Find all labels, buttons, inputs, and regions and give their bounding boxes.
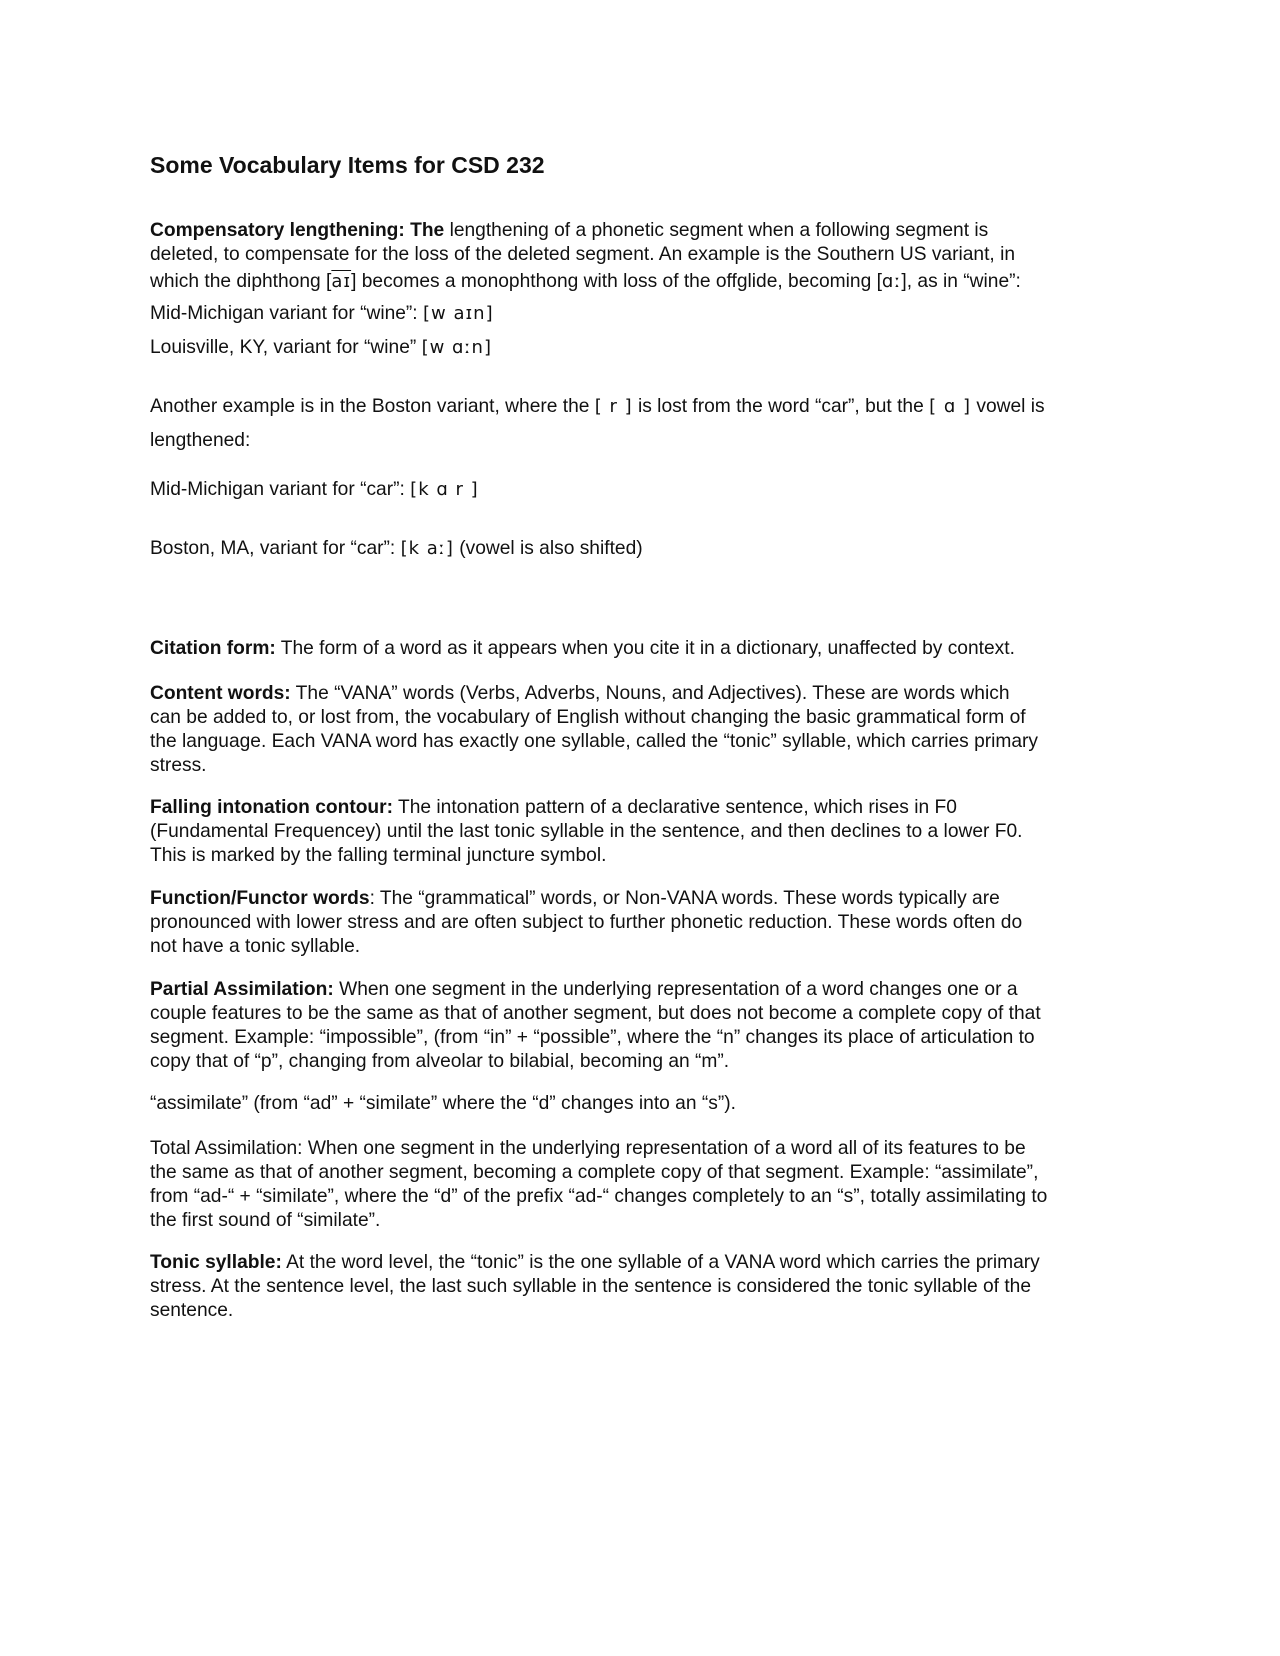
text-line: pronounced with lower stress and are often subject to further phonetic reduction. These words often do xyxy=(150,912,1023,933)
text-line: not have a tonic syllable. xyxy=(150,936,361,957)
entry-compensatory-lengthening xyxy=(150,219,1130,294)
entry-partial-assimilation xyxy=(150,978,1130,1074)
entry-total-assimilation xyxy=(150,1137,1130,1233)
text-line xyxy=(150,302,1130,326)
text-line: copy that of “p”, changing from alveolar to bilabial, becoming an “m”. xyxy=(150,1051,730,1072)
boston-example-paragraph xyxy=(150,395,1130,453)
example-label: Louisville, KY, variant for “wine” xyxy=(150,337,422,358)
definition-text: ], as in “wine”: xyxy=(901,271,1021,292)
definition-text: is lost from the word “car”, but the xyxy=(632,396,930,417)
text-line xyxy=(150,336,1130,360)
text-line: (Fundamental Frequencey) until the last tonic syllable in the sentence, and then declines to a lower F0. xyxy=(150,821,1023,842)
definition-text: ] becomes a monophthong with loss of the offglide, becoming [ xyxy=(351,271,882,292)
example-louisville-wine xyxy=(150,336,1130,360)
text-line: lengthened: xyxy=(150,430,251,451)
ipa-symbol: [ r ] xyxy=(594,396,633,417)
text-line: stress. xyxy=(150,755,207,776)
text-line xyxy=(150,637,1130,661)
text-line: the language. Each VANA word has exactly one syllable, called the “tonic” syllable, which carries primary xyxy=(150,731,1039,752)
text-line: from “ad-“ + “similate”, where the “d” of the prefix “ad-“ changes completely to an “s”, totally assimilating to xyxy=(150,1186,1048,1207)
text-line: Total Assimilation: When one segment in the underlying representation of a word all of its features to be xyxy=(150,1138,1026,1159)
page-title: Some Vocabulary Items for CSD 232 xyxy=(150,152,545,178)
text-line: “assimilate” (from “ad” + “similate” where the “d” changes into an “s”). xyxy=(150,1093,736,1114)
definition-text: Another example is in the Boston variant, where the xyxy=(150,396,595,417)
definition-text: lengthening of a phonetic segment when a following segment is xyxy=(444,220,989,241)
text-line: This is marked by the falling terminal juncture symbol. xyxy=(150,845,607,866)
text-line xyxy=(150,1251,1130,1275)
definition-text: The intonation pattern of a declarative sentence, which rises in F0 xyxy=(393,797,957,818)
ipa-symbol: $\overline{aɪ}$ xyxy=(331,271,352,292)
text-line: deleted, to compensate for the loss of the deleted segment. An example is the Southern US variant, in xyxy=(150,244,1016,265)
ipa-transcription: [w ɑːn] xyxy=(421,337,492,358)
ipa-symbol: [ ɑ ] xyxy=(929,396,972,417)
text-line: sentence. xyxy=(150,1300,234,1321)
text-line: can be added to, or lost from, the vocabulary of English without changing the basic grammatical form of xyxy=(150,707,1026,728)
ipa-transcription: [k ɑ r ] xyxy=(410,479,479,500)
ipa-transcription: [w aɪn] xyxy=(422,303,494,324)
entry-function-words xyxy=(150,887,1130,959)
term-heading: Citation form: xyxy=(150,638,276,659)
example-label: Mid-Michigan variant for “car”: xyxy=(150,479,411,500)
example-mid-michigan-car xyxy=(150,478,1130,502)
text-line xyxy=(150,478,1130,502)
example-mid-michigan-wine xyxy=(150,302,1130,326)
ipa-symbol: ɑː xyxy=(881,271,902,292)
term-heading: Content words: xyxy=(150,683,291,704)
definition-text: At the word level, the “tonic” is the one syllable of a VANA word which carries the primary xyxy=(281,1252,1040,1273)
definition-text: The form of a word as it appears when you cite it in a dictionary, unaffected by context. xyxy=(275,638,1015,659)
term-heading: Partial Assimilation: xyxy=(150,979,334,1000)
text-line: segment. Example: “impossible”, (from “in” + “possible”, where the “n” changes its place of articulation to xyxy=(150,1027,1035,1048)
text-line xyxy=(150,978,1130,1002)
ipa-transcription: [k aː] xyxy=(400,538,454,559)
text-line xyxy=(150,537,1130,561)
definition-text: vowel is xyxy=(971,396,1045,417)
entry-content-words xyxy=(150,682,1130,778)
text-line xyxy=(150,395,1130,419)
text-line: couple features to be the same as that of another segment, but does not become a complete copy of that xyxy=(150,1003,1041,1024)
entry-falling-intonation-contour xyxy=(150,796,1130,868)
text-line: the same as that of another segment, becoming a complete copy of that segment. Example: “assimilate”, xyxy=(150,1162,1039,1183)
text-line xyxy=(150,887,1130,911)
term-heading: Compensatory lengthening: The xyxy=(150,220,445,241)
text-line xyxy=(150,219,1130,243)
term-heading: Function/Functor words xyxy=(150,888,370,909)
definition-text: The “VANA” words (Verbs, Adverbs, Nouns, and Adjectives). These are words which xyxy=(290,683,1010,704)
example-label: Mid-Michigan variant for “wine”: xyxy=(150,303,423,324)
term-heading: Falling intonation contour: xyxy=(150,797,394,818)
term-heading: Tonic syllable: xyxy=(150,1252,282,1273)
example-label: Boston, MA, variant for “car”: xyxy=(150,538,401,559)
example-note: (vowel is also shifted) xyxy=(453,538,643,559)
definition-text: : The “grammatical” words, or Non-VANA words. These words typically are xyxy=(369,888,1000,909)
text-line xyxy=(150,270,1130,294)
definition-text: which the diphthong [ xyxy=(150,271,332,292)
entry-tonic-syllable xyxy=(150,1251,1130,1323)
entry-citation-form xyxy=(150,637,1130,661)
text-line xyxy=(150,796,1130,820)
definition-text: When one segment in the underlying representation of a word changes one or a xyxy=(333,979,1018,1000)
text-line: the first sound of “similate”. xyxy=(150,1210,381,1231)
example-boston-car xyxy=(150,537,1130,561)
text-line: stress. At the sentence level, the last such syllable in the sentence is considered the tonic syllable of the xyxy=(150,1276,1031,1297)
partial-assimilation-example xyxy=(150,1092,1130,1116)
text-line xyxy=(150,682,1130,706)
